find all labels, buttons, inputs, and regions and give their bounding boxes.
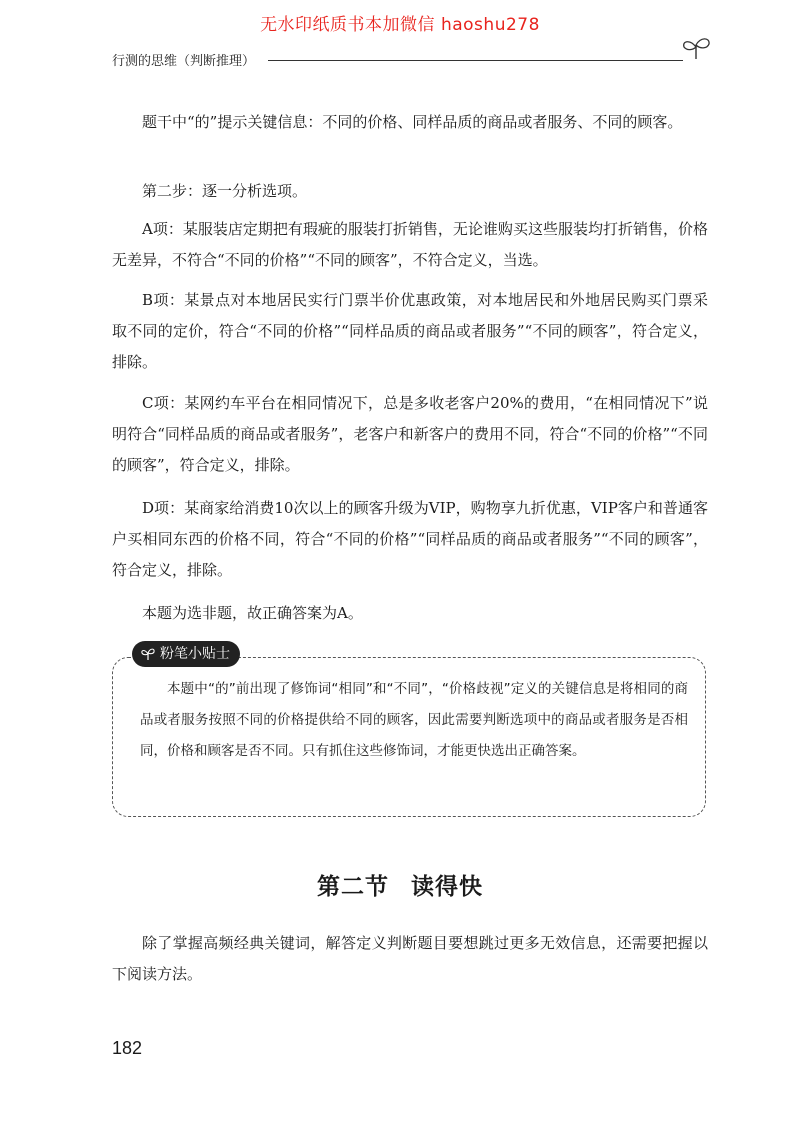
sprout-icon — [678, 35, 714, 61]
watermark-text: 无水印纸质书本加微信 haoshu278 — [260, 15, 540, 35]
section-number: 第二节 — [317, 874, 389, 900]
header-rule — [268, 60, 683, 61]
paragraph-step-two: 第二步：逐一分析选项。 — [142, 182, 308, 200]
paragraph-option-a: A项：某服装店定期把有瑕疵的服装打折销售，无论谁购买这些服装均打折销售，价格无差异，不符合“不同的价格”“不同的顾客”，不符合定义，当选。 — [112, 220, 708, 269]
tip-badge — [132, 641, 240, 667]
running-header-title: 行测的思维（判断推理） — [112, 54, 256, 69]
paragraph-option-d: D项：某商家给消费10次以上的顾客升级为VIP，购物享九折优惠，VIP客户和普通客户买相同东西的价格不同，符合“不同的价格”“同样品质的商品或者服务”“不同的顾客”，符合定义，排除。 — [112, 499, 708, 579]
section-heading — [0, 868, 800, 901]
page-number: 182 — [112, 1038, 143, 1058]
paragraph-answer: 本题为选非题，故正确答案为A。 — [142, 604, 363, 622]
paragraph-section-intro: 除了掌握高频经典关键词，解答定义判断题目要想跳过更多无效信息，还需要把握以下阅读方法。 — [112, 934, 708, 983]
sprout-icon — [140, 647, 156, 661]
tip-text: 本题中“的”前出现了修饰词“相同”和“不同”，“价格歧视”定义的关键信息是将相同的商品或者服务按照不同的价格提供给不同的顾客，因此需要判断选项中的商品或者服务是否相同，价格和顾客是否不同。只有抓住这些修饰词，才能更快选出正确答案。 — [140, 681, 688, 759]
tip-badge-label: 粉笔小贴士 — [160, 646, 230, 662]
paragraph-option-c: C项：某网约车平台在相同情况下，总是多收老客户20%的费用，“在相同情况下”说明符合“同样品质的商品或者服务”，老客户和新客户的费用不同，符合“不同的价格”“不同的顾客”，符合定义，排除。 — [112, 394, 708, 474]
paragraph-option-b: B项：某景点对本地居民实行门票半价优惠政策，对本地居民和外地居民购买门票采取不同的定价，符合“不同的价格”“同样品质的商品或者服务”“不同的顾客”，符合定义，排除。 — [112, 291, 708, 371]
section-title: 读得快 — [411, 874, 483, 900]
paragraph-keyword-hint: 题干中“的”提示关键信息：不同的价格、同样品质的商品或者服务、不同的顾客。 — [142, 113, 683, 131]
